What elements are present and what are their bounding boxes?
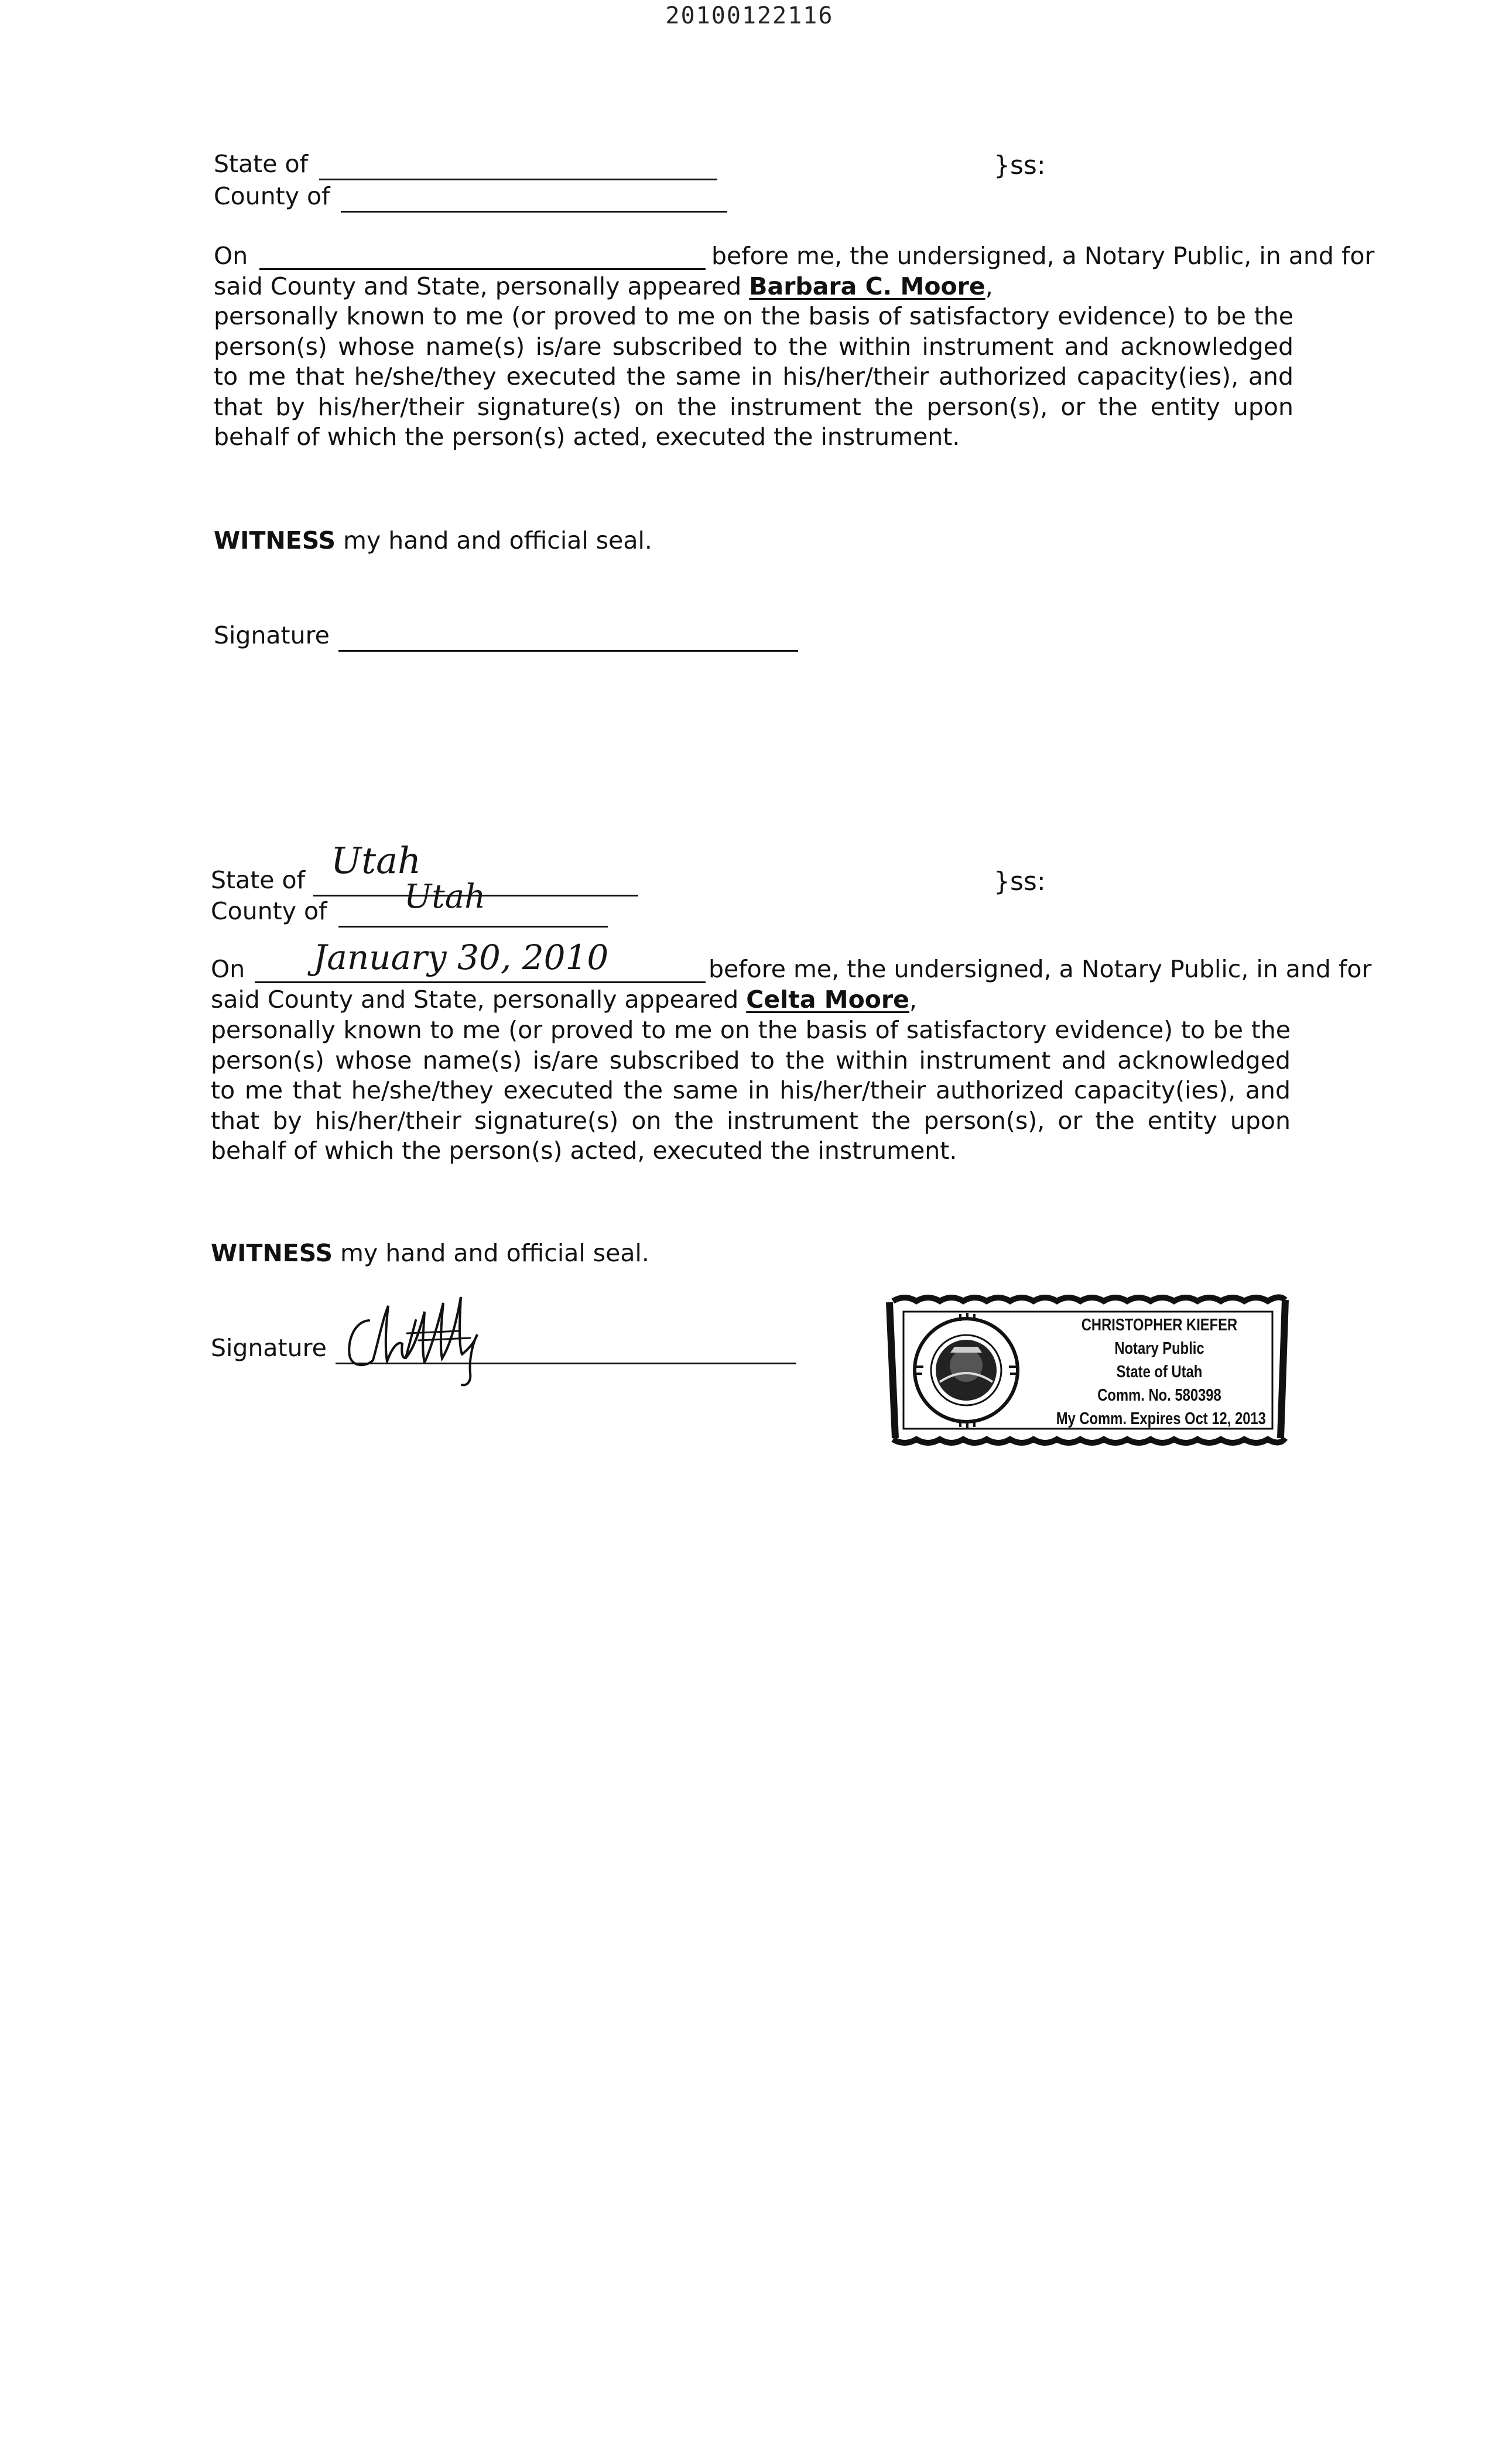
witness-bold: WITNESS — [214, 526, 336, 555]
on-tail: before me, the undersigned, a Notary Public, in and for — [709, 955, 1372, 983]
seal-notary-name: CHRISTOPHER KIEFER — [1081, 1316, 1238, 1334]
handwritten-date: January 30, 2010 — [313, 937, 609, 977]
handwritten-state: Utah — [331, 839, 422, 882]
seal-commission-number: Comm. No. 580398 — [1097, 1386, 1221, 1405]
seal-commission-expires: My Comm. Expires Oct 12, 2013 — [1056, 1409, 1266, 1428]
state-label: State of — [211, 866, 306, 894]
acknowledgment-paragraph: personally known to me (or proved to me on the basis of satisfactory evidence) to be the person(s) whose name(s) is/are subscribed to the within instrument and acknowledged to me that he/she/they executed the same in his/her/their authorized capacity(ies), and that by his/her/their signature(s) on the instrument the person(s), or the entity upon behalf of which the person(s) acted, executed the instrument. — [211, 1016, 1291, 1165]
witness-bold: WITNESS — [211, 1239, 333, 1267]
on-tail: before me, the undersigned, a Notary Public, in and for — [711, 242, 1375, 270]
ss-bracket: }ss: — [994, 867, 1046, 896]
handwritten-signature — [337, 1285, 512, 1391]
county-label: County of — [214, 182, 330, 210]
ss-bracket: }ss: — [994, 150, 1046, 180]
signature-label: Signature — [211, 1334, 327, 1362]
state-label: State of — [214, 150, 309, 178]
name-comma: , — [909, 985, 917, 1014]
seal-notary-title: Notary Public — [1114, 1339, 1204, 1358]
handwritten-county: Utah — [404, 878, 486, 916]
acknowledgment-paragraph: personally known to me (or proved to me on the basis of satisfactory evidence) to be the person(s) whose name(s) is/are subscribed to the within instrument and acknowledged to me that he/she/they executed the same in his/her/their authorized capacity(ies), and that by his/her/their signature(s) on the instrument the person(s), or the entity upon behalf of which the person(s) acted, executed the instrument. — [214, 302, 1293, 451]
document-number: 20100122116 — [665, 2, 834, 29]
appeared-line — [214, 272, 993, 302]
on-label: On — [211, 955, 245, 983]
appeared-line — [211, 985, 917, 1015]
witness-rest: my hand and official seal. — [335, 526, 652, 555]
acknowledgment-block-blank — [0, 0, 1499, 703]
appearing-party-name: Barbara C. Moore — [749, 272, 985, 300]
date-blank-line — [259, 241, 706, 270]
county-blank-line — [341, 184, 727, 213]
witness-line — [211, 1238, 649, 1268]
appearing-party-name: Celta Moore — [746, 985, 909, 1014]
on-line — [211, 954, 245, 985]
state-blank-line — [319, 152, 717, 180]
notary-seal-stamp — [881, 1288, 1294, 1452]
on-label: On — [214, 242, 248, 270]
on-line — [214, 241, 248, 272]
signature-label: Signature — [214, 621, 330, 649]
appeared-prefix: said County and State, personally appeared — [214, 272, 742, 300]
witness-rest: my hand and official seal. — [332, 1239, 649, 1267]
name-comma: , — [985, 272, 993, 300]
witness-line — [214, 526, 652, 555]
signature-blank-line — [338, 623, 798, 652]
county-label: County of — [211, 897, 327, 925]
seal-state: State of Utah — [1116, 1363, 1203, 1381]
appeared-prefix: said County and State, personally appeared — [211, 985, 739, 1014]
